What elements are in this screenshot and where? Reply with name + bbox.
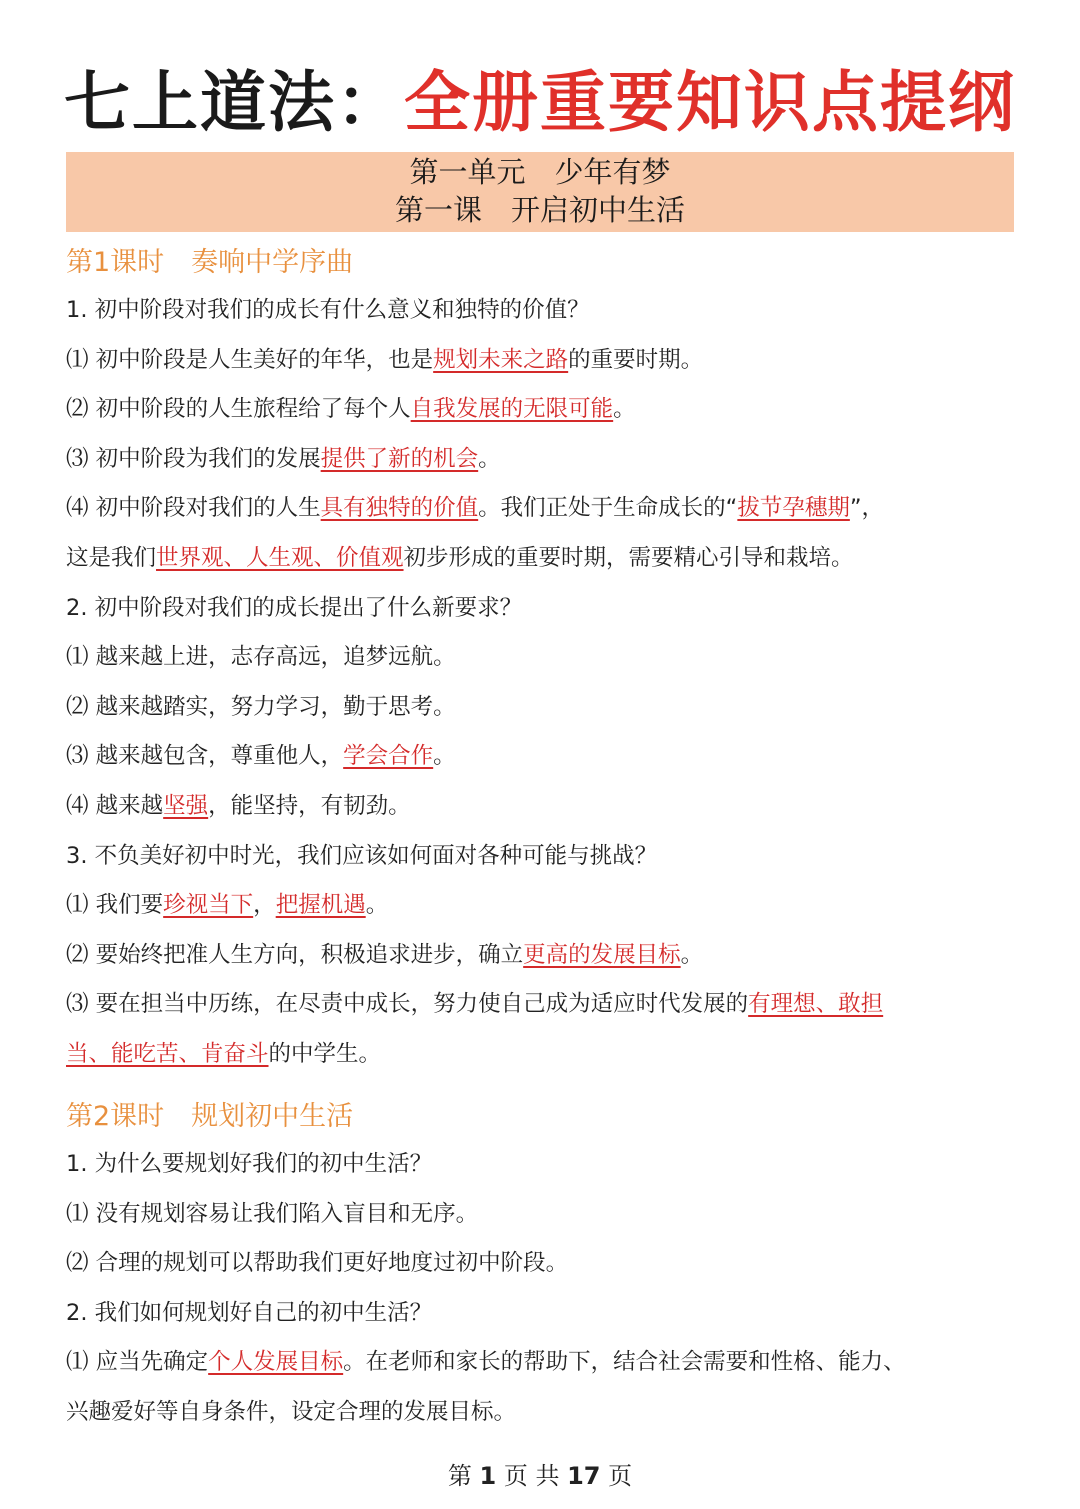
outline-line xyxy=(66,1036,1016,1072)
line-text: ⑴ 没有规划容易让我们陷入盲目和无序。 xyxy=(66,1200,479,1227)
outline-line xyxy=(66,1394,1016,1430)
outline-line xyxy=(66,689,1016,725)
section-heading-2: 第2课时 规划初中生活 xyxy=(66,1101,354,1132)
outline-line xyxy=(66,937,1016,973)
key-term: 珍视当下 xyxy=(163,892,254,919)
key-term: 提供了新的机会 xyxy=(320,445,479,472)
line-text: 初步形成的重要时期，需要精心引导和栽培。 xyxy=(403,545,854,571)
line-text: 。在老师和家长的帮助下，结合社会需要和性格、能力、 xyxy=(343,1349,906,1376)
outline-line xyxy=(66,887,1016,923)
outline-line xyxy=(66,540,1016,576)
line-text: 2. 我们如何规划好自己的初中生活？ xyxy=(66,1299,433,1326)
key-term: 个人发展目标 xyxy=(208,1349,344,1376)
outline-line xyxy=(66,292,1016,328)
outline-line xyxy=(66,441,1016,477)
title-highlight: 全册重要知识点提纲 xyxy=(404,64,1016,141)
line-text: ⑴ 越来越上进，志存高远，追梦远航。 xyxy=(66,644,456,671)
line-text: ⑴ 初中阶段是人生美好的年华，也是 xyxy=(66,346,434,373)
key-term: 规划未来之路 xyxy=(433,346,569,373)
unit-title: 第一单元 少年有梦 xyxy=(409,155,671,189)
line-text: ⑵ 要始终把准人生方向，积极追求进步，确立 xyxy=(66,941,524,968)
line-text: ⑶ 初中阶段为我们的发展 xyxy=(66,445,321,472)
unit-banner xyxy=(66,152,1014,232)
outline-line xyxy=(66,1344,1016,1380)
line-text: ⑷ 初中阶段对我们的人生 xyxy=(66,495,321,522)
key-term: 当、能吃苦、肯奋斗 xyxy=(66,1041,269,1067)
line-text: 3. 不负美好初中时光，我们应该如何面对各种可能与挑战？ xyxy=(66,842,658,869)
line-text: 。 xyxy=(478,445,501,472)
outline-line xyxy=(66,342,1016,378)
line-text: 1. 初中阶段对我们的成长有什么意义和独特的价值？ xyxy=(66,297,590,323)
line-text: ⑵ 初中阶段的人生旅程给了每个人 xyxy=(66,396,411,423)
line-text: ⑶ 越来越包含，尊重他人， xyxy=(66,743,344,770)
line-text: ，能坚持，有韧劲。 xyxy=(208,793,411,819)
outline-line xyxy=(66,986,1016,1022)
key-term: 自我发展的无限可能 xyxy=(410,396,614,423)
outline-line xyxy=(66,838,1016,874)
line-text: ⑵ 越来越踏实，努力学习，勤于思考。 xyxy=(66,693,456,720)
line-text: ⑴ 应当先确定 xyxy=(66,1349,209,1376)
outline-line xyxy=(66,1146,1016,1182)
line-text: 兴趣爱好等自身条件，设定合理的发展目标。 xyxy=(66,1399,517,1425)
outline-line xyxy=(66,490,1016,526)
line-text: ⑷ 越来越 xyxy=(66,793,164,819)
outline-line xyxy=(66,788,1016,824)
key-term: 世界观、人生观、价值观 xyxy=(156,545,404,571)
key-term: 拔节孕穗期 xyxy=(737,495,850,522)
footer-suffix: 页 xyxy=(608,1462,633,1490)
section-heading-1: 第1课时 奏响中学序曲 xyxy=(66,247,354,278)
line-text: ⑶ 要在担当中历练，在尽责中成长，努力使自己成为适应时代发展的 xyxy=(66,991,749,1018)
key-term: 具有独特的价值 xyxy=(320,495,479,522)
footer-total-pages: 17 xyxy=(567,1462,601,1490)
line-text: 这是我们 xyxy=(66,545,157,571)
lesson-title: 第一课 开启初中生活 xyxy=(394,193,685,227)
line-text: 的中学生。 xyxy=(268,1041,382,1067)
footer-page-number: 1 xyxy=(479,1462,497,1490)
line-text: 2. 初中阶段对我们的成长提出了什么新要求？ xyxy=(66,594,523,621)
title-subject: 七上道法： xyxy=(64,64,404,141)
line-text: 。 xyxy=(680,941,704,968)
line-text: ⑵ 合理的规划可以帮助我们更好地度过初中阶段。 xyxy=(66,1250,569,1277)
outline-line xyxy=(66,1295,1016,1331)
line-text: ⑴ 我们要 xyxy=(66,892,164,919)
footer-prefix: 第 xyxy=(447,1462,472,1490)
document-title xyxy=(0,58,1080,148)
footer-middle: 页 共 xyxy=(503,1462,560,1490)
outline-line xyxy=(66,738,1016,774)
outline-line xyxy=(66,391,1016,427)
line-text: 。 xyxy=(365,892,389,919)
line-text: ， xyxy=(253,892,276,919)
key-term: 坚强 xyxy=(163,793,209,819)
line-text: 。我们正处于生命成长的“ xyxy=(478,495,738,522)
line-text: 1. 为什么要规划好我们的初中生活？ xyxy=(66,1151,433,1177)
outline-line xyxy=(66,590,1016,626)
line-text: 。 xyxy=(613,396,636,423)
outline-line xyxy=(66,1196,1016,1232)
key-term: 把握机遇 xyxy=(275,892,366,919)
outline-line xyxy=(66,639,1016,675)
line-text: 的重要时期。 xyxy=(568,346,704,373)
key-term: 更高的发展目标 xyxy=(523,941,681,968)
key-term: 学会合作 xyxy=(343,743,434,770)
page-footer xyxy=(0,1458,1080,1494)
line-text: 。 xyxy=(433,743,456,770)
line-text: ”， xyxy=(849,495,885,522)
key-term: 有理想、敢担 xyxy=(748,991,884,1018)
outline-line xyxy=(66,1245,1016,1281)
